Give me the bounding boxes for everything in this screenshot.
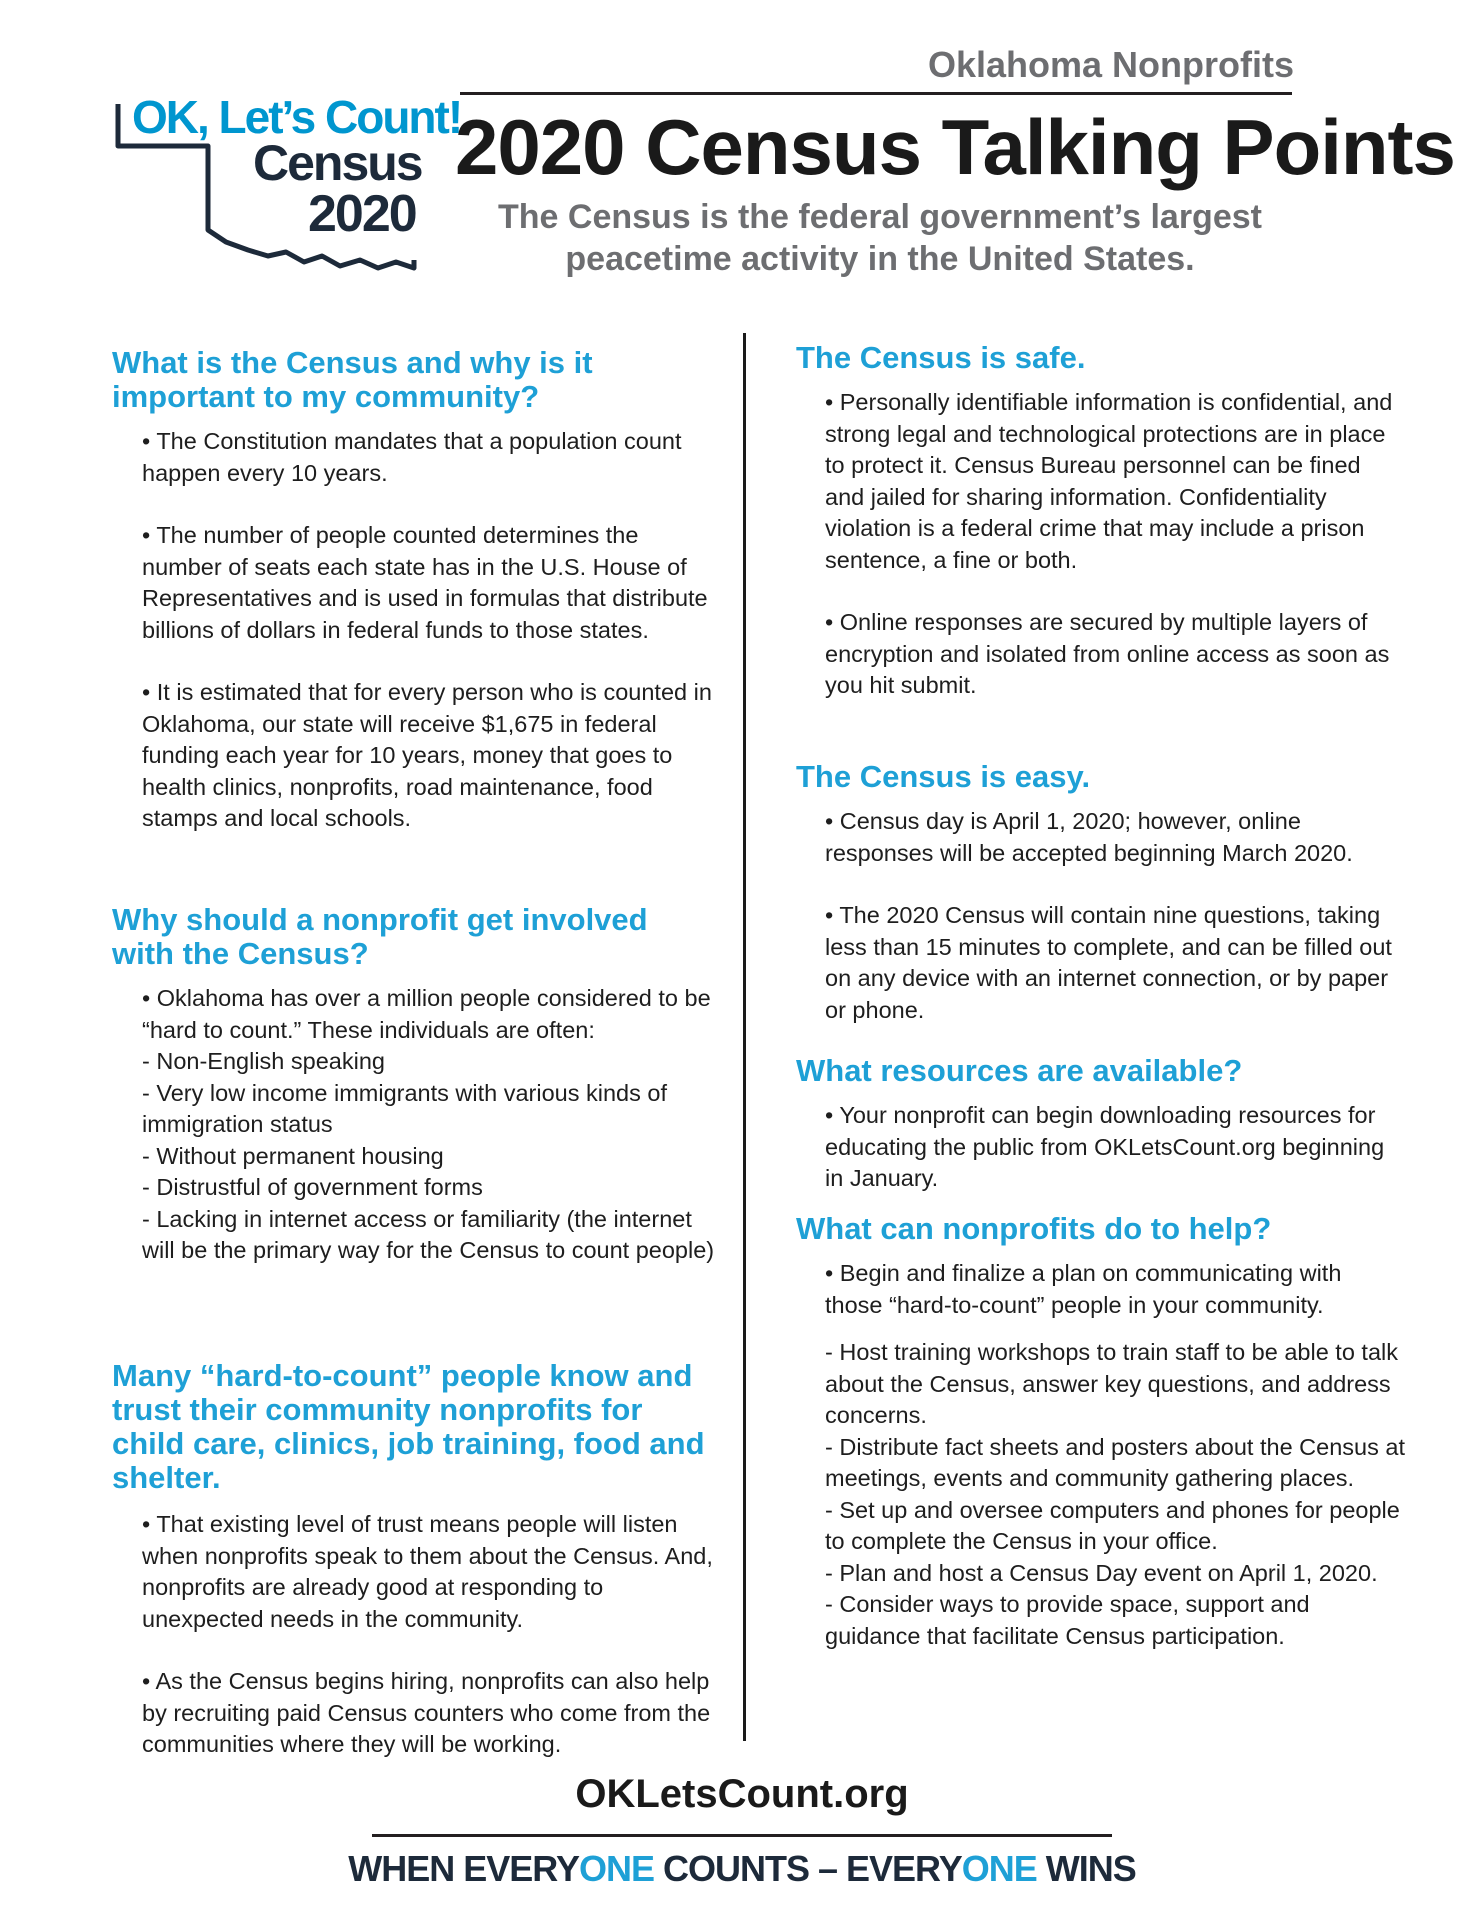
paragraph: • Your nonprofit can begin downloading resources for educating the public from OKLetsCount.org beginning in January. xyxy=(825,1102,1385,1191)
section-heading-why-nonprofit: Why should a nonprofit get involved with the Census? xyxy=(112,902,648,971)
logo-line-3: 2020 xyxy=(308,185,416,243)
section-body-why-nonprofit xyxy=(142,983,724,1267)
tagline-part: WHEN EVERY xyxy=(348,1848,579,1889)
list-item: - Host training workshops to train staff to be able to talk about the Census, answer key questions, and address concerns. xyxy=(825,1339,1398,1428)
section-heading-resources: What resources are available? xyxy=(796,1053,1243,1088)
list-item: - Distrustful of government forms xyxy=(142,1174,483,1200)
paragraph: • It is estimated that for every person who is counted in Oklahoma, our state will receive $1,675 in federal funding each year for 10 years, money that goes to health clinics, nonprofits, road maintenance, food stamps and local schools. xyxy=(142,679,712,831)
logo-line-1: OK, Let’s Count! xyxy=(132,91,462,143)
header-divider xyxy=(460,92,1292,95)
paragraph: • Personally identifiable information is confidential, and strong legal and technological protections are in place to protect it. Census Bureau personnel can be fined and jailed for sharing information. Confidentiality violation is a federal crime that may include a prison sentence, a fine or both. xyxy=(825,389,1393,573)
list-item: - Plan and host a Census Day event on April 1, 2020. xyxy=(825,1559,1378,1586)
section-body-census-safe xyxy=(825,387,1405,702)
list-item: - Very low income immigrants with various kinds of immigration status xyxy=(142,1079,668,1137)
section-body-how-to-help xyxy=(825,1258,1405,1652)
website-link[interactable]: OKLetsCount.org xyxy=(575,1772,909,1816)
paragraph: • The Constitution mandates that a population count happen every 10 years. xyxy=(142,428,682,486)
org-label: Oklahoma Nonprofits xyxy=(927,44,1294,85)
section-heading-what-is-census: What is the Census and why is it important to my community? xyxy=(112,345,593,414)
tagline-highlight: ONE xyxy=(578,1848,654,1889)
subtitle-line-1: The Census is the federal government’s largest xyxy=(498,198,1262,236)
section-body-hard-to-count xyxy=(142,1509,724,1761)
page-title: 2020 Census Talking Points xyxy=(455,103,1455,191)
paragraph: • Begin and finalize a plan on communicating with those “hard-to-count” people in your community. xyxy=(825,1260,1342,1318)
tagline-highlight: ONE xyxy=(961,1848,1037,1889)
list-item: - Non-English speaking xyxy=(142,1048,385,1074)
footer-tagline xyxy=(0,1848,1484,1890)
page-subtitle xyxy=(460,196,1300,280)
paragraph: • As the Census begins hiring, nonprofits can also help by recruiting paid Census counters who come from the communities where they will be working. xyxy=(142,1668,711,1757)
section-heading-census-easy: The Census is easy. xyxy=(796,759,1091,794)
column-divider xyxy=(743,333,746,1741)
paragraph: • Oklahoma has over a million people considered to be “hard to count.” These individuals are often: xyxy=(142,985,711,1043)
ok-lets-count-logo xyxy=(108,82,462,272)
section-heading-census-safe: The Census is safe. xyxy=(796,340,1086,375)
section-body-census-easy xyxy=(825,806,1405,1026)
tagline-part: COUNTS – EVERY xyxy=(653,1848,962,1889)
list-item: - Lacking in internet access or familiarity (the internet will be the primary way for the Census to count people) xyxy=(142,1205,715,1263)
tagline-part: WINS xyxy=(1036,1848,1136,1889)
paragraph: • That existing level of trust means people will listen when nonprofits speak to them about the Census. And, nonprofits are already good at responding to unexpected needs in the community. xyxy=(142,1511,713,1632)
paragraph: • The 2020 Census will contain nine questions, taking less than 15 minutes to complete, and can be filled out on any device with an internet connection, or by paper or phone. xyxy=(825,902,1392,1023)
list-item: - Distribute fact sheets and posters about the Census at meetings, events and community gathering places. xyxy=(825,1433,1405,1491)
section-body-resources xyxy=(825,1100,1405,1195)
list-item: - Set up and oversee computers and phones for people to complete the Census in your office. xyxy=(825,1496,1400,1554)
logo-line-2: Census xyxy=(253,135,422,191)
list-item: - Without permanent housing xyxy=(142,1142,444,1169)
section-heading-how-to-help: What can nonprofits do to help? xyxy=(796,1211,1272,1246)
paragraph: • Online responses are secured by multiple layers of encryption and isolated from online access as soon as you hit submit. xyxy=(825,609,1390,698)
subtitle-line-2: peacetime activity in the United States. xyxy=(565,240,1195,278)
list-item: - Consider ways to provide space, support and guidance that facilitate Census participation. xyxy=(825,1591,1310,1649)
footer-divider xyxy=(372,1834,1112,1837)
paragraph: • Census day is April 1, 2020; however, online responses will be accepted beginning March 2020. xyxy=(825,808,1353,866)
paragraph: • The number of people counted determines the number of seats each state has in the U.S. House of Representatives and is used in formulas that distribute billions of dollars in federal funds to those states. xyxy=(142,522,708,643)
section-body-what-is-census xyxy=(142,426,724,835)
section-heading-hard-to-count: Many “hard-to-count” people know and trust their community nonprofits for child care, clinics, job training, food and shelter. xyxy=(112,1358,705,1495)
